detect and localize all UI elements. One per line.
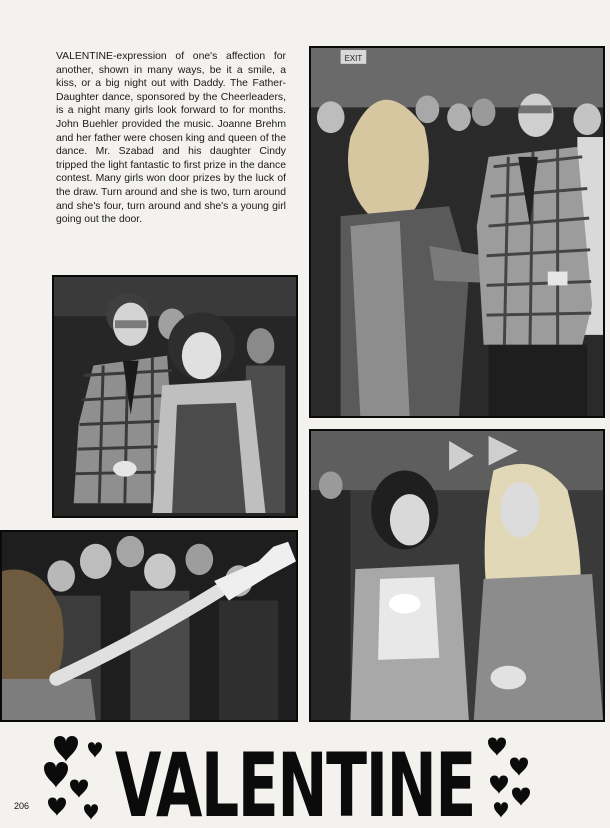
exit-sign: EXIT bbox=[344, 53, 363, 63]
story-text: VALENTINE-expression of one's affection for another, shown in many ways, be it a smile, a kiss, or a big night out with Daddy. The Father-Daughter dance, sponsored by the Cheerleaders, is a night many girls look forward to for months. John Buehler provided the music. Joanne Brehm and her father were chosen king and queen of the dance. Mr. Szabad and his daughter Cindy tripped the light fantastic to first prize in the dance contest. Many girls won door prizes by the luck of the draw. Turn around and she is two, turn around and she's four, turn around and she's a young girl going out the door. bbox=[56, 51, 286, 226]
headline-text: VALENTINE bbox=[115, 734, 475, 828]
photo-bottom-right bbox=[309, 429, 605, 722]
photo-middle-left bbox=[52, 275, 298, 518]
page-number: 206 bbox=[14, 801, 30, 811]
hearts-right-icon bbox=[488, 738, 530, 819]
hearts-left-icon bbox=[44, 736, 102, 820]
headline bbox=[40, 728, 540, 828]
photo-bottom-left bbox=[0, 530, 298, 722]
photo-top-right bbox=[309, 46, 605, 418]
